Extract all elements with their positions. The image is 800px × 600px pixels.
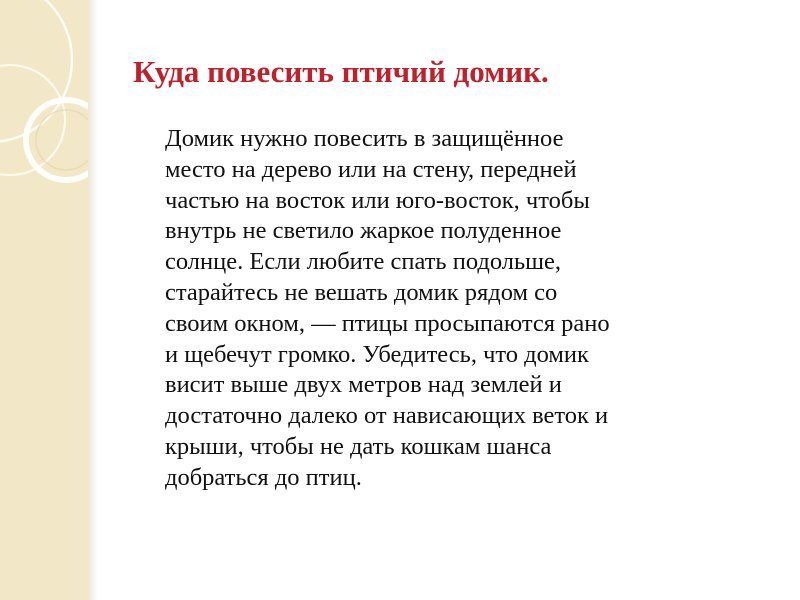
slide-title: Куда повесить птичий домик. bbox=[133, 54, 549, 89]
body-line: висит выше двух метров над землей и bbox=[165, 371, 562, 399]
body-line: своим окном, — птицы просыпаются рано bbox=[165, 309, 610, 337]
slide-body-text bbox=[165, 124, 775, 494]
body-line: достаточно далеко от нависающих веток и bbox=[165, 402, 609, 430]
body-line: место на дерево или на стену, передней bbox=[165, 155, 577, 183]
body-line: внутрь не светило жаркое полуденное bbox=[165, 217, 562, 245]
decorative-rings-icon bbox=[0, 0, 88, 600]
body-line: добраться до птиц. bbox=[165, 463, 362, 491]
decorative-side-band bbox=[0, 0, 88, 600]
body-line: крыши, чтобы не дать кошкам шанса bbox=[165, 432, 552, 460]
body-line: частью на восток или юго-восток, чтобы bbox=[165, 186, 590, 214]
side-band-shadow bbox=[88, 0, 98, 600]
body-line: и щебечут громко. Убедитесь, что домик bbox=[165, 340, 589, 368]
body-line: старайтесь не вешать домик рядом со bbox=[165, 278, 558, 306]
body-line: солнце. Если любите спать подольше, bbox=[165, 248, 562, 276]
body-line: Домик нужно повесить в защищённое bbox=[165, 125, 564, 152]
